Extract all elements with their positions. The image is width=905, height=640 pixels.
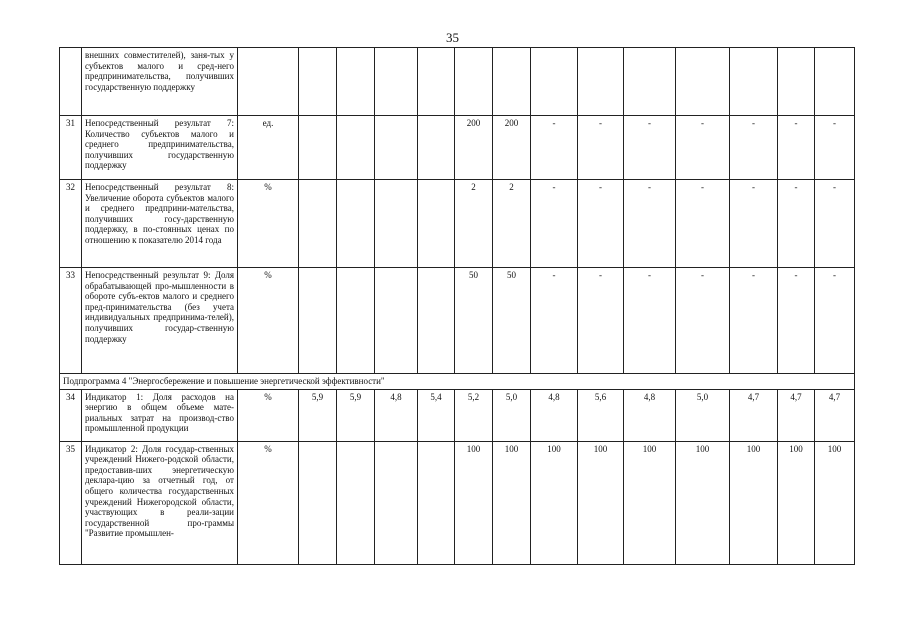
value-cell: - (531, 116, 578, 180)
row-number: 35 (60, 441, 82, 564)
value-cell (337, 268, 375, 374)
value-cell: - (778, 268, 815, 374)
unit-cell: % (238, 441, 299, 564)
value-cell (375, 48, 418, 116)
value-cell: 200 (493, 116, 531, 180)
value-cell: - (778, 116, 815, 180)
value-cell (299, 441, 337, 564)
value-cell: - (624, 180, 676, 268)
value-cell: 4,8 (531, 389, 578, 441)
value-cell (815, 48, 855, 116)
indicator-description: Индикатор 2: Доля государ-ственных учреждений Нижего-родской области, предоставив-ших энергетическую деклара-цию за отчетный год, от общего количества государственных учреждений Нижегородской области, участвующих в реали-зации государственной про-граммы "Развитие промышлен- (82, 441, 238, 564)
unit-cell: % (238, 389, 299, 441)
value-cell: 5,2 (455, 389, 493, 441)
value-cell: - (676, 116, 730, 180)
value-cell: 5,4 (418, 389, 455, 441)
value-cell: 100 (676, 441, 730, 564)
value-cell (375, 441, 418, 564)
row-number: 34 (60, 389, 82, 441)
value-cell: 50 (493, 268, 531, 374)
table-row (60, 389, 855, 441)
table-row (60, 268, 855, 374)
value-cell: - (624, 268, 676, 374)
unit-cell: % (238, 180, 299, 268)
unit-cell (238, 48, 299, 116)
value-cell: 4,7 (815, 389, 855, 441)
value-cell: 4,7 (730, 389, 778, 441)
value-cell: 50 (455, 268, 493, 374)
value-cell (418, 268, 455, 374)
value-cell (337, 441, 375, 564)
indicator-description: Непосредственный результат 9: Доля обрабатывающей про-мышленности в обороте субъ-ектов малого и среднего пред-принимательства (без учета индивидуальных предпринима-телей), получивших государ-ственную поддержку (82, 268, 238, 374)
unit-cell: ед. (238, 116, 299, 180)
value-cell (455, 48, 493, 116)
row-number: 32 (60, 180, 82, 268)
value-cell (299, 48, 337, 116)
value-cell: 4,8 (624, 389, 676, 441)
value-cell (375, 116, 418, 180)
value-cell: 4,7 (778, 389, 815, 441)
section-title: Подпрограмма 4 "Энергосбережение и повышение энергетической эффективности" (60, 374, 855, 390)
indicator-description: Индикатор 1: Доля расходов на энергию в общем объеме мате-риальных затрат на производ-ство промышленной продукции (82, 389, 238, 441)
value-cell (375, 180, 418, 268)
value-cell (418, 48, 455, 116)
indicators-table (59, 47, 855, 565)
value-cell: - (676, 180, 730, 268)
indicator-description: Непосредственный результат 7: Количество субъектов малого и среднего предпринимательства, получивших государственную поддержку (82, 116, 238, 180)
value-cell: - (531, 180, 578, 268)
value-cell: 4,8 (375, 389, 418, 441)
value-cell (337, 116, 375, 180)
value-cell: 100 (624, 441, 676, 564)
unit-cell: % (238, 268, 299, 374)
value-cell (337, 48, 375, 116)
indicator-description: Непосредственный результат 8: Увеличение оборота субъектов малого и среднего предприни-мательства, получивших госу-дарственную поддержку, в по-стоянных ценах по отношению к показателю 2014 года (82, 180, 238, 268)
value-cell (299, 116, 337, 180)
value-cell (299, 268, 337, 374)
value-cell (578, 48, 624, 116)
value-cell: - (730, 268, 778, 374)
value-cell (493, 48, 531, 116)
value-cell (778, 48, 815, 116)
row-number: 33 (60, 268, 82, 374)
value-cell: 100 (531, 441, 578, 564)
value-cell: 100 (778, 441, 815, 564)
value-cell: 5,9 (337, 389, 375, 441)
value-cell: 2 (455, 180, 493, 268)
value-cell (299, 180, 337, 268)
row-number (60, 48, 82, 116)
row-number: 31 (60, 116, 82, 180)
value-cell (676, 48, 730, 116)
value-cell: 2 (493, 180, 531, 268)
value-cell: 200 (455, 116, 493, 180)
value-cell (375, 268, 418, 374)
value-cell (730, 48, 778, 116)
value-cell: - (578, 180, 624, 268)
value-cell: - (815, 116, 855, 180)
value-cell: 100 (730, 441, 778, 564)
value-cell: - (730, 116, 778, 180)
value-cell: - (730, 180, 778, 268)
value-cell (418, 441, 455, 564)
value-cell: - (815, 180, 855, 268)
table-row (60, 180, 855, 268)
value-cell: 5,0 (493, 389, 531, 441)
value-cell (531, 48, 578, 116)
value-cell: - (578, 116, 624, 180)
value-cell: - (531, 268, 578, 374)
value-cell: - (624, 116, 676, 180)
page-number: 35 (446, 30, 459, 45)
value-cell: - (815, 268, 855, 374)
table-row (60, 48, 855, 116)
table-row (60, 116, 855, 180)
value-cell (418, 116, 455, 180)
value-cell: 5,9 (299, 389, 337, 441)
value-cell: - (778, 180, 815, 268)
value-cell: 100 (815, 441, 855, 564)
value-cell (337, 180, 375, 268)
section-row (60, 374, 855, 390)
value-cell: - (676, 268, 730, 374)
value-cell: - (578, 268, 624, 374)
table-body (60, 48, 855, 565)
value-cell (418, 180, 455, 268)
indicator-description: внешних совместителей), заня-тых у субъектов малого и сред-него предпринимательства, получивших государственную поддержку (82, 48, 238, 116)
value-cell: 100 (578, 441, 624, 564)
value-cell: 5,0 (676, 389, 730, 441)
value-cell (624, 48, 676, 116)
value-cell: 100 (493, 441, 531, 564)
value-cell: 100 (455, 441, 493, 564)
table-row (60, 441, 855, 564)
value-cell: 5,6 (578, 389, 624, 441)
